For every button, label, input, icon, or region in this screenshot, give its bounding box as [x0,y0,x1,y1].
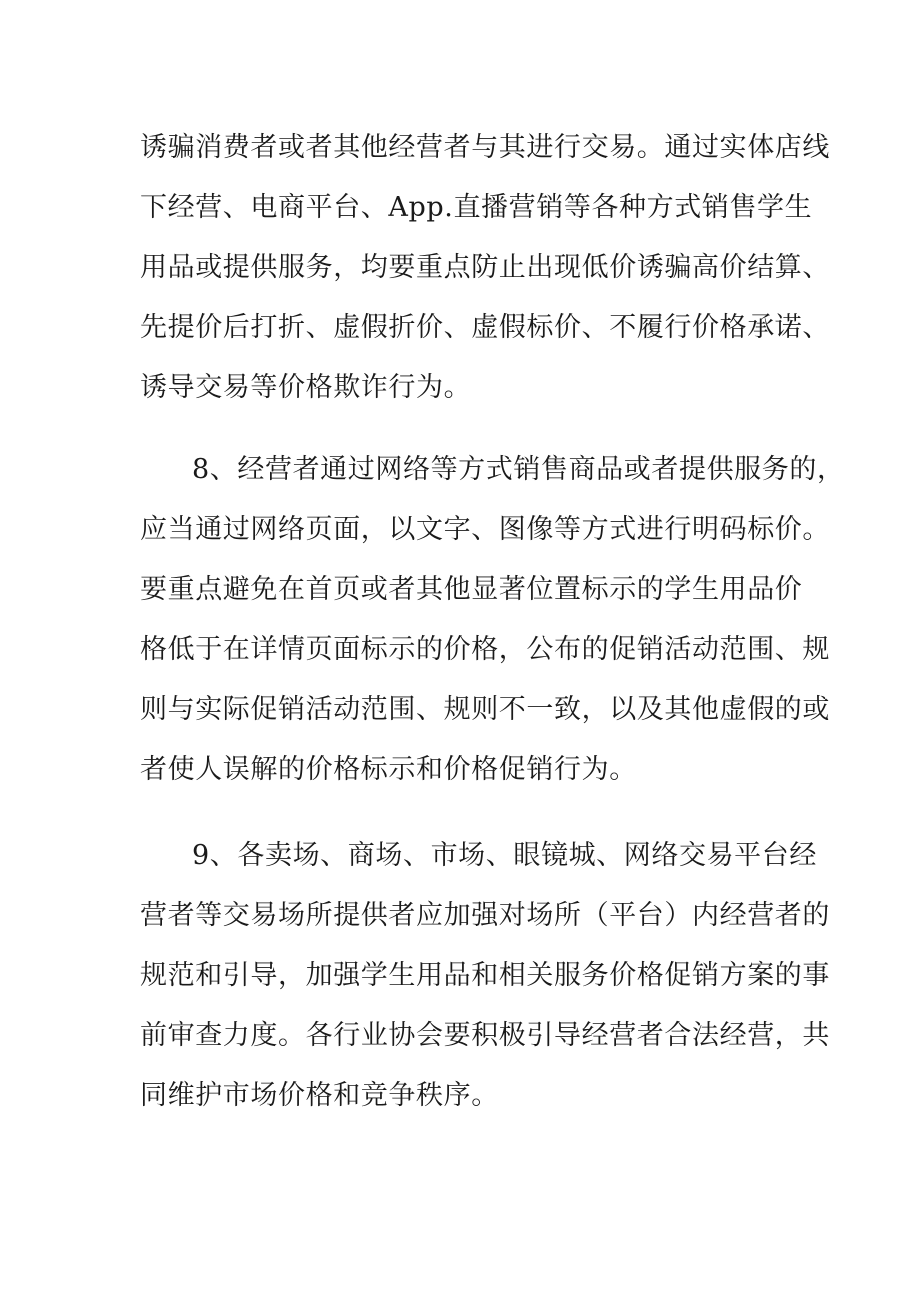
text-line: 先提价后打折、虚假折价、虚假标价、不履行价格承诺、 [140,312,830,343]
text-line: 同维护市场价格和竞争秩序。 [140,1080,499,1111]
text-line: 者使人误解的价格标示和价格促销行为。 [140,754,637,785]
text-line: 下经营、电商平台、App.直播营销等各种方式销售学生 [140,192,813,223]
text-line: 9、各卖场、商场、市场、眼镜城、网络交易平台经 [192,840,817,871]
text-line: 要重点避免在首页或者其他显著位置标示的学生用品价 [140,574,803,605]
text-line: 应当通过网络页面，以文字、图像等方式进行明码标价。 [140,514,830,545]
paragraph-price-fraud [140,118,830,418]
text-line: 用品或提供服务，均要重点防止出现低价诱骗高价结算、 [140,252,830,283]
text-line: 规范和引导，加强学生用品和相关服务价格促销方案的事 [140,960,830,991]
paragraph-item-8-online-pricing [140,440,845,800]
text-line: 诱导交易等价格欺诈行为。 [140,372,472,403]
text-line: 则与实际促销活动范围、规则不一致，以及其他虚假的或 [140,694,830,725]
text-line: 前审查力度。各行业协会要积极引导经营者合法经营，共 [140,1020,830,1051]
text-line: 诱骗消费者或者其他经营者与其进行交易。通过实体店线 [140,132,830,163]
paragraph-item-9-marketplaces [140,826,830,1126]
text-line: 营者等交易场所提供者应加强对场所（平台）内经营者的 [140,900,830,931]
text-line: 8、经营者通过网络等方式销售商品或者提供服务的， [192,454,845,485]
text-line: 格低于在详情页面标示的价格，公布的促销活动范围、规 [140,634,830,665]
